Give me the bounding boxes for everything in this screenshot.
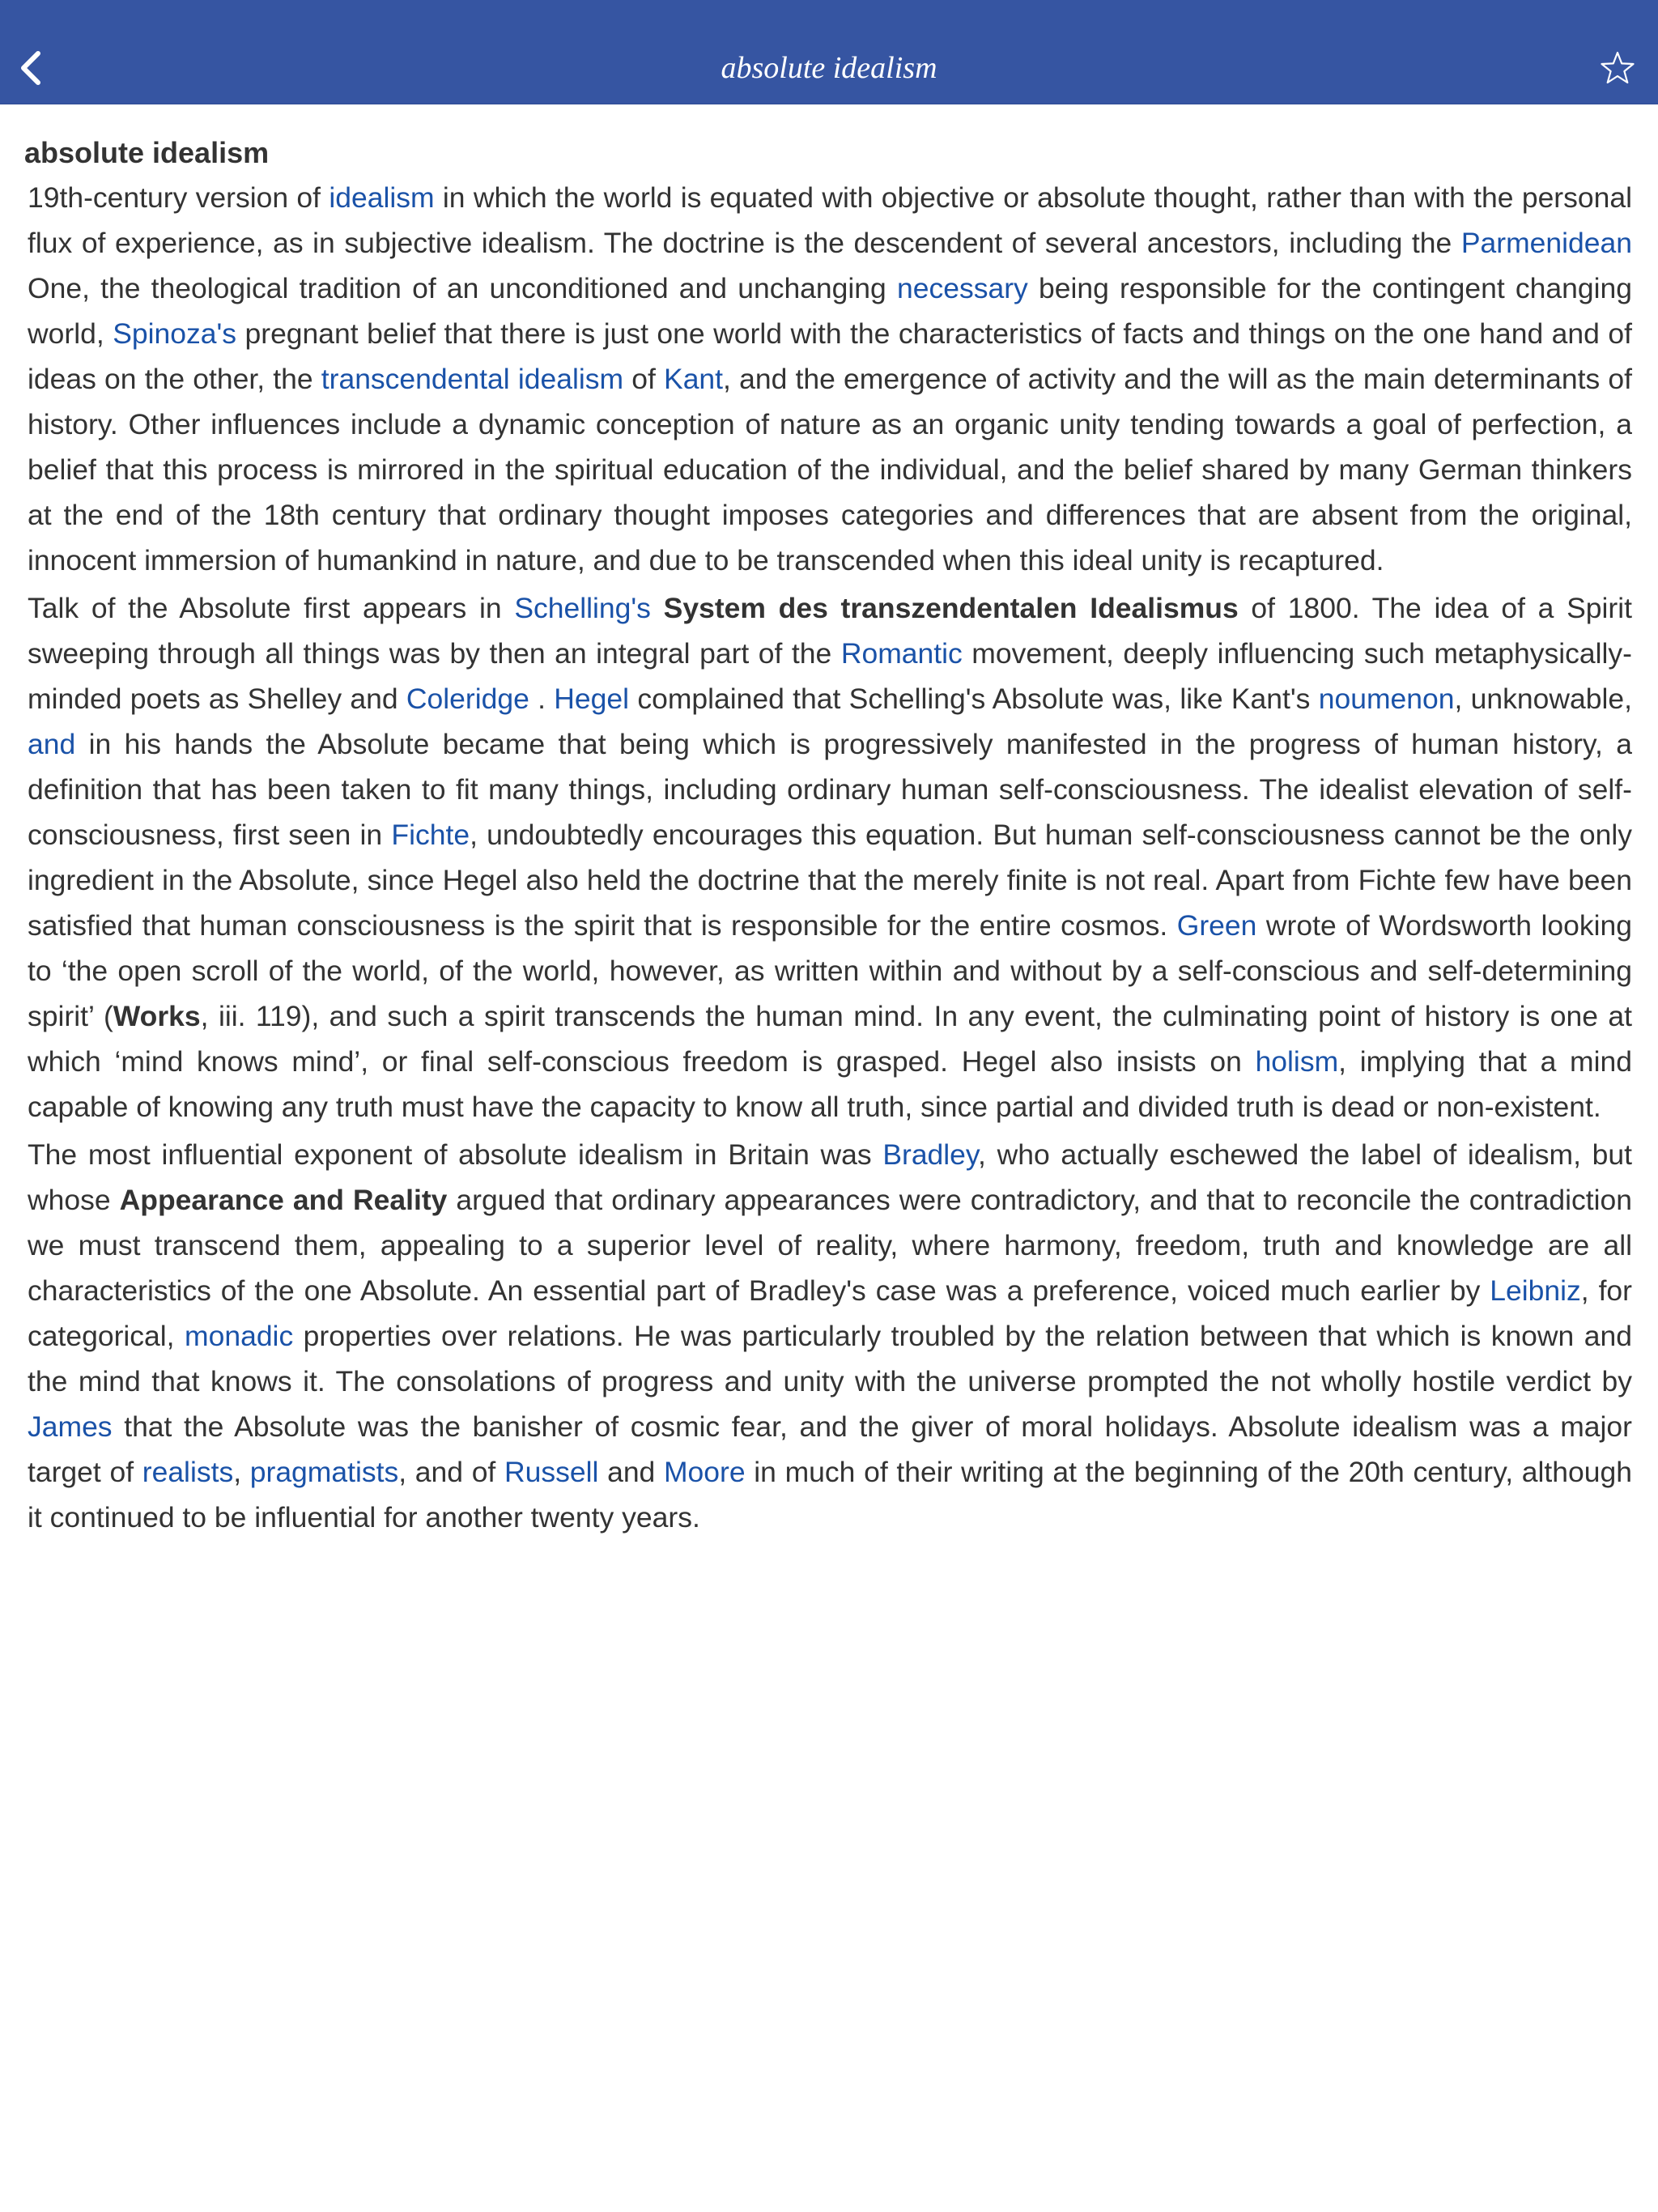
link-leibniz[interactable]: Leibniz [1490,1274,1581,1307]
link-transcendental-idealism[interactable]: transcendental idealism [321,363,624,395]
link-coleridge[interactable]: Coleridge [406,683,529,715]
link-idealism[interactable]: idealism [329,181,435,214]
link-moore[interactable]: Moore [663,1456,746,1488]
back-button[interactable] [13,39,49,97]
text-run [651,592,664,624]
text-run: in his hands the Absolute became that being which is progressively manifested in the progress of human history, a definition that has been taken to fit many things, including ordinary human self-consciousness. The idealist elevation of self-consciousness, first seen in [28,728,1632,851]
text-run: , implying that a mind capable of knowing any truth must have the capacity to know all truth, since partial and divided truth is dead or non-existent. [28,1045,1632,1123]
text-run: in much of their writing at the beginning of the 20th century, although it continued to be influential for another twenty years. [28,1456,1632,1534]
link-necessary[interactable]: necessary [896,272,1028,304]
link-pragmatists[interactable]: pragmatists [249,1456,399,1488]
book-title-system: System des transzendentalen Idealismus [663,592,1239,624]
link-russell[interactable]: Russell [504,1456,599,1488]
link-schelling[interactable]: Schelling's [514,592,651,624]
text-run: , and the emergence of activity and the will as the main determinants of history. Other influences include a dynamic conception of nature as an organic unity tending towards a goal of perfection, a belief that this process is mirrored in the spiritual education of the individual, and the belief shared by many German thinkers at the end of the 18th century that ordinary thought imposes categories and differences that are absent from the original, innocent immersion of humankind in nature, and due to be transcended when this ideal unity is recaptured. [28,363,1632,576]
link-bradley[interactable]: Bradley [882,1138,979,1171]
text-run: of 1800. The idea of a Spirit sweeping through all things was by then an integral part of the [28,592,1632,670]
text-run: The most influential exponent of absolute idealism in Britain was [28,1138,883,1171]
text-run: , undoubtedly encourages this equation. But human self-consciousness cannot be the only ingredient in the Absolute, since Hegel also held the doctrine that the merely finite is not real. Apart from Fichte few have been satisfied that human consciousness is the spirit that is responsible for the entire cosmos. [28,819,1632,942]
book-title-appearance-and-reality: Appearance and Reality [119,1184,448,1216]
text-run: One, the theological tradition of an unconditioned and unchanging [28,272,897,304]
link-james[interactable]: James [28,1410,113,1443]
link-and[interactable]: and [28,728,76,760]
nav-title: absolute idealism [721,51,937,85]
text-run: complained that Schelling's Absolute was, like Kant's [629,683,1319,715]
link-spinoza[interactable]: Spinoza's [113,317,237,350]
text-run: properties over relations. He was particularly troubled by the relation between that which is known and the mind that knows it. The consolations of progress and unity with the universe prompted the not wholly hostile verdict by [28,1320,1632,1397]
text-run: that the Absolute was the banisher of cosmic fear, and the giver of moral holidays. Absolute idealism was a major target of [28,1410,1632,1488]
link-romantic[interactable]: Romantic [840,637,963,670]
text-run: , for categorical, [28,1274,1632,1352]
chevron-left-icon [19,49,43,87]
text-run: , and of [398,1456,504,1488]
link-monadic[interactable]: monadic [185,1320,294,1352]
entry-headword: absolute idealism [24,136,270,169]
entry-content [0,104,1658,1540]
favorite-button[interactable] [1595,45,1640,91]
link-parmenidean[interactable]: Parmenidean [1460,227,1632,259]
text-run: of [623,363,665,395]
text-run: , unknowable, [1454,683,1632,715]
text-run: , iii. 119), and such a spirit transcends the human mind. In any event, the culminating point of history is one at which ‘mind knows mind’, or final self-conscious freedom is grasped. Hegel also insists on [28,1000,1632,1078]
book-title-works: Works [113,1000,201,1032]
navigation-bar [0,0,1658,104]
star-outline-icon [1600,50,1635,86]
text-run: being responsible for the contingent changing world, [28,272,1632,350]
text-run: . [529,683,555,715]
link-kant[interactable]: Kant [664,363,724,395]
link-fichte[interactable]: Fichte [391,819,470,851]
text-run: Talk of the Absolute first appears in [28,592,515,624]
text-run: wrote of Wordsworth looking to ‘the open scroll of the world, of the world, however, as written within and without by a self-conscious and self-determining spirit’ ( [28,909,1632,1032]
link-realists[interactable]: realists [142,1456,234,1488]
link-hegel[interactable]: Hegel [554,683,630,715]
text-run: , [233,1456,250,1488]
text-run: argued that ordinary appearances were contradictory, and that to reconcile the contradiction we must transcend them, appealing to a superior level of reality, where harmony, freedom, truth and knowledge are all characteristics of the one Absolute. An essential part of Bradley's case was a preference, voiced much earlier by [28,1184,1633,1307]
link-holism[interactable]: holism [1255,1045,1339,1078]
text-run: in which the world is equated with objective or absolute thought, rather than with the personal flux of experience, as in subjective idealism. The doctrine is the descendent of several ancestors, including the [28,181,1632,259]
text-run: , who actually eschewed the label of idealism, but whose [28,1138,1633,1216]
link-noumenon[interactable]: noumenon [1318,683,1455,715]
text-run: pregnant belief that there is just one world with the characteristics of facts and things on the one hand and of ideas on the other, the [28,317,1633,395]
entry-paragraph-2 [28,585,1632,1129]
text-run: and [598,1456,664,1488]
text-run: 19th-century version of [28,181,329,214]
entry-paragraph-3 [28,1132,1632,1540]
text-run: movement, deeply influencing such metaphysically-minded poets as Shelley and [28,637,1632,715]
entry-paragraph-1 [28,175,1632,583]
link-green[interactable]: Green [1176,909,1257,942]
